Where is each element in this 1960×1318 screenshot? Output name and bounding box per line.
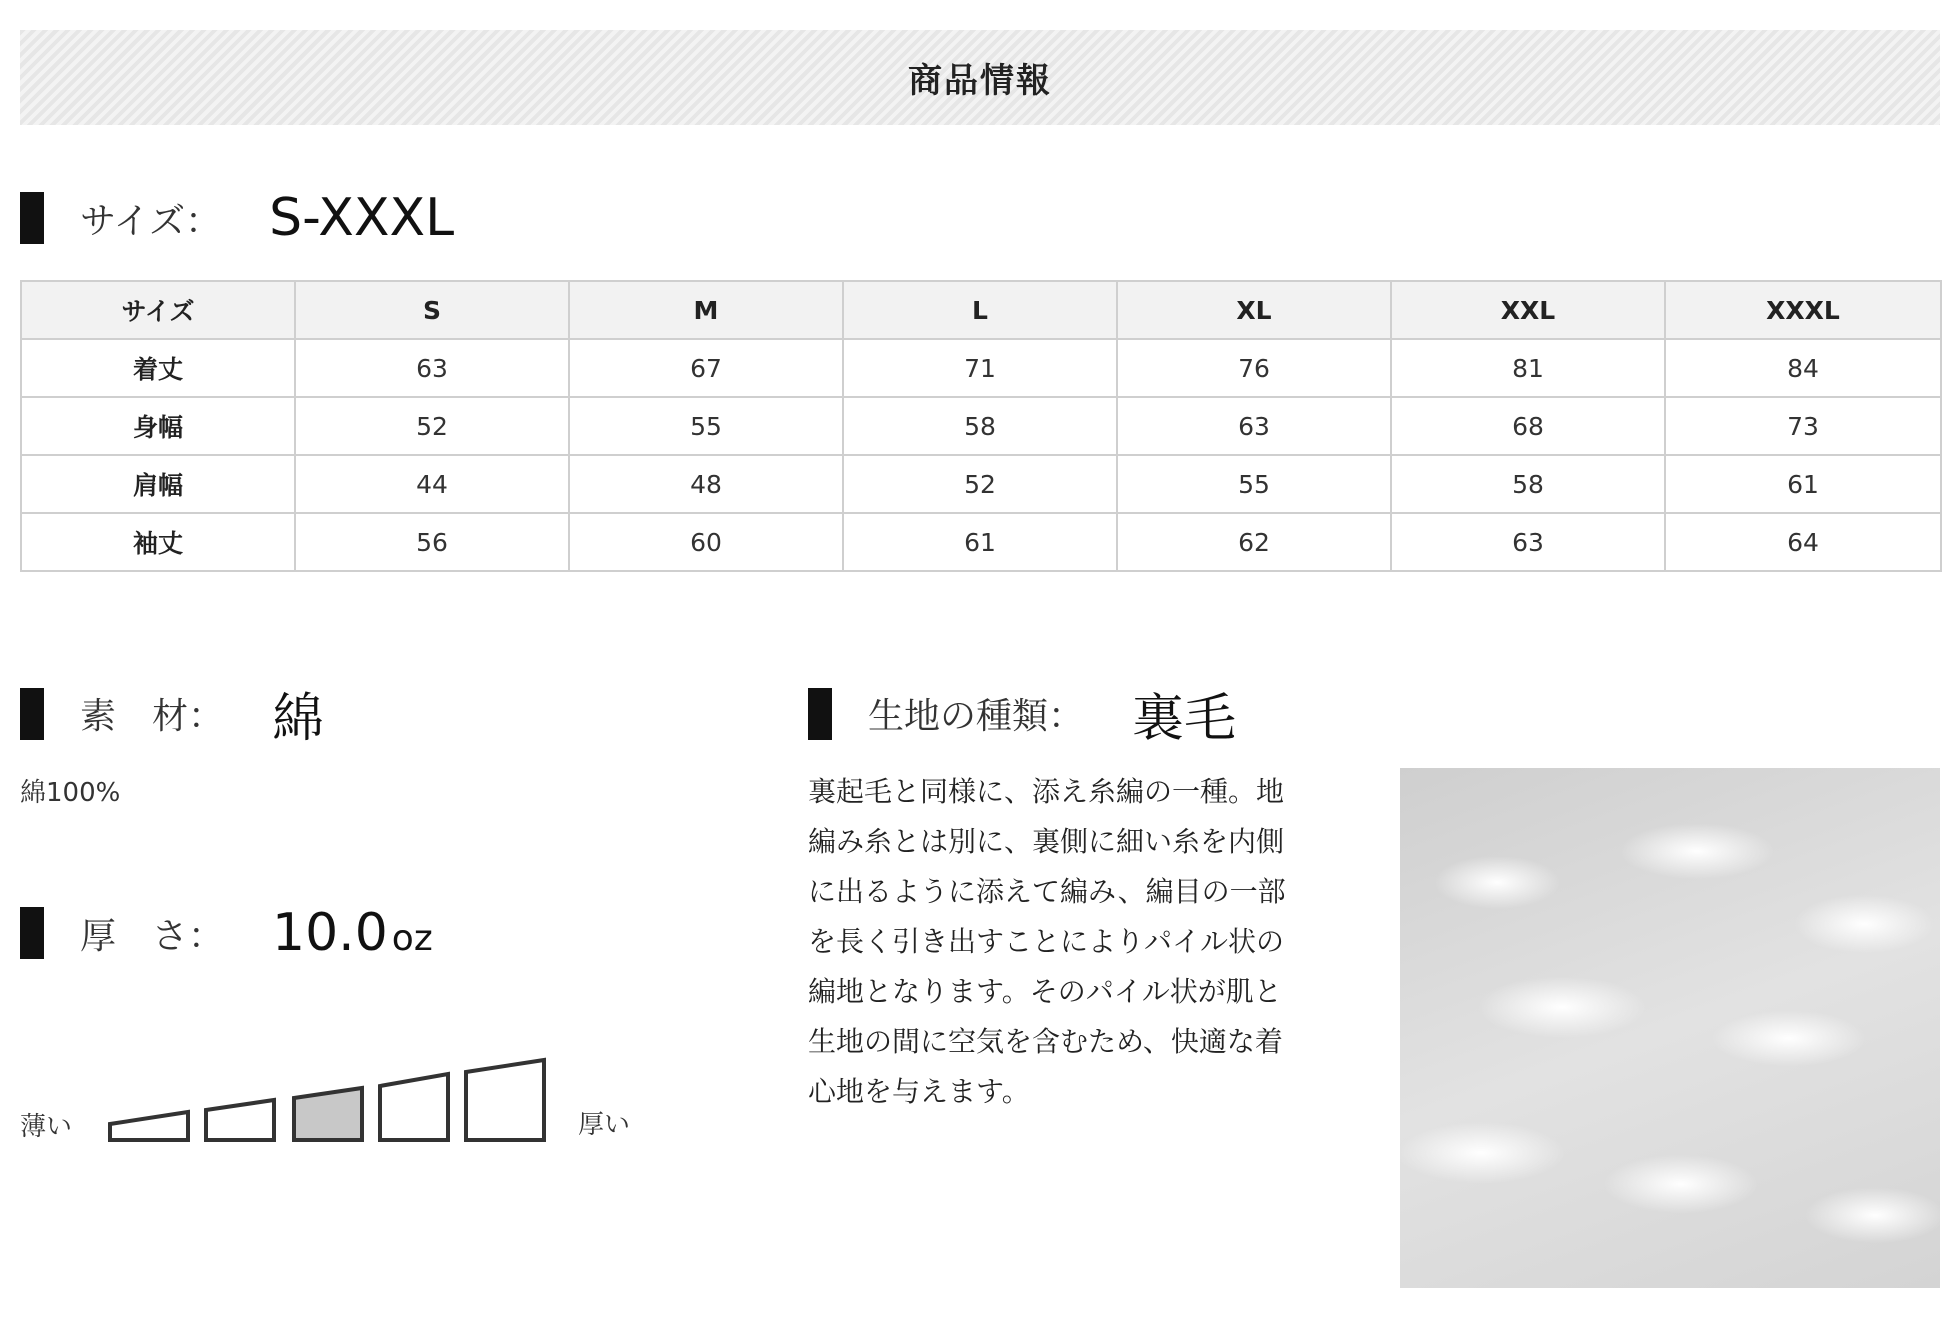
material-label: 素 材： bbox=[80, 696, 225, 737]
description-line: 生地の間に空気を含むため、快適な着 bbox=[808, 1025, 1283, 1058]
table-cell: 73 bbox=[1665, 397, 1941, 455]
table-cell: 71 bbox=[843, 339, 1117, 397]
table-cell: 56 bbox=[295, 513, 569, 571]
table-cell: 63 bbox=[1117, 397, 1391, 455]
thickness-unit: oz bbox=[391, 918, 433, 959]
fabric-section-heading bbox=[808, 676, 1236, 751]
section-marker bbox=[20, 907, 44, 959]
fabric-description bbox=[808, 767, 1368, 1117]
table-cell: 84 bbox=[1665, 339, 1941, 397]
thickness-level-2 bbox=[206, 1100, 274, 1140]
table-cell: 52 bbox=[295, 397, 569, 455]
thickness-label: 厚 さ： bbox=[80, 915, 225, 957]
row-label: 肩幅 bbox=[21, 455, 295, 513]
thickness-level-3 bbox=[294, 1088, 362, 1140]
description-line: 編み糸とは別に、裏側に細い糸を内側 bbox=[808, 825, 1285, 858]
description-line: に出るように添えて編み、編目の一部 bbox=[808, 875, 1286, 908]
table-cell: 63 bbox=[295, 339, 569, 397]
row-label: 袖丈 bbox=[21, 513, 295, 571]
thickness-level-1 bbox=[110, 1112, 188, 1140]
section-marker bbox=[808, 688, 832, 740]
section-marker bbox=[20, 688, 44, 740]
column-header: XXL bbox=[1391, 281, 1665, 339]
table-cell: 58 bbox=[843, 397, 1117, 455]
table-cell: 48 bbox=[569, 455, 843, 513]
column-header: サイズ bbox=[21, 281, 295, 339]
table-cell: 60 bbox=[569, 513, 843, 571]
thickness-scale bbox=[100, 1050, 560, 1146]
fabric-value: 裏毛 bbox=[1132, 689, 1237, 749]
table-cell: 64 bbox=[1665, 513, 1941, 571]
size-section-heading bbox=[20, 188, 454, 248]
table-row bbox=[21, 455, 1941, 513]
material-value: 綿 bbox=[272, 689, 325, 749]
row-label: 着丈 bbox=[21, 339, 295, 397]
thickness-number: 10.0 bbox=[272, 903, 388, 963]
table-cell: 52 bbox=[843, 455, 1117, 513]
thin-label: 薄い bbox=[20, 1112, 73, 1142]
table-cell: 44 bbox=[295, 455, 569, 513]
table-cell: 81 bbox=[1391, 339, 1665, 397]
material-detail: 綿100% bbox=[20, 778, 121, 808]
table-cell: 61 bbox=[843, 513, 1117, 571]
table-cell: 55 bbox=[1117, 455, 1391, 513]
size-table bbox=[20, 280, 1942, 572]
section-marker bbox=[20, 192, 44, 244]
row-label: 身幅 bbox=[21, 397, 295, 455]
table-cell: 63 bbox=[1391, 513, 1665, 571]
table-row bbox=[21, 397, 1941, 455]
description-line: を長く引き出すことによりパイル状の bbox=[808, 925, 1285, 958]
material-section-heading bbox=[20, 676, 324, 751]
thickness-level-5 bbox=[466, 1060, 544, 1140]
table-cell: 76 bbox=[1117, 339, 1391, 397]
table-row bbox=[21, 339, 1941, 397]
table-row bbox=[21, 513, 1941, 571]
table-cell: 67 bbox=[569, 339, 843, 397]
page-title: 商品情報 bbox=[908, 61, 1052, 101]
thickness-value bbox=[272, 903, 433, 963]
header-band bbox=[20, 30, 1940, 125]
thick-label: 厚い bbox=[578, 1110, 631, 1140]
fabric-texture-image bbox=[1400, 768, 1940, 1288]
table-cell: 61 bbox=[1665, 455, 1941, 513]
thickness-section-heading bbox=[20, 903, 433, 963]
size-label: サイズ： bbox=[80, 200, 222, 242]
column-header: L bbox=[843, 281, 1117, 339]
description-line: 心地を与えます。 bbox=[808, 1075, 1030, 1108]
table-cell: 62 bbox=[1117, 513, 1391, 571]
column-header: XXXL bbox=[1665, 281, 1941, 339]
column-header: M bbox=[569, 281, 843, 339]
table-header-row bbox=[21, 281, 1941, 339]
table-cell: 68 bbox=[1391, 397, 1665, 455]
fabric-label: 生地の種類： bbox=[868, 696, 1085, 737]
thickness-level-4 bbox=[380, 1074, 448, 1140]
table-cell: 58 bbox=[1391, 455, 1665, 513]
table-cell: 55 bbox=[569, 397, 843, 455]
column-header: XL bbox=[1117, 281, 1391, 339]
description-line: 編地となります。そのパイル状が肌と bbox=[808, 975, 1282, 1008]
size-value: S-XXXL bbox=[269, 188, 455, 248]
column-header: S bbox=[295, 281, 569, 339]
description-line: 裏起毛と同様に、添え糸編の一種。地 bbox=[808, 775, 1285, 808]
